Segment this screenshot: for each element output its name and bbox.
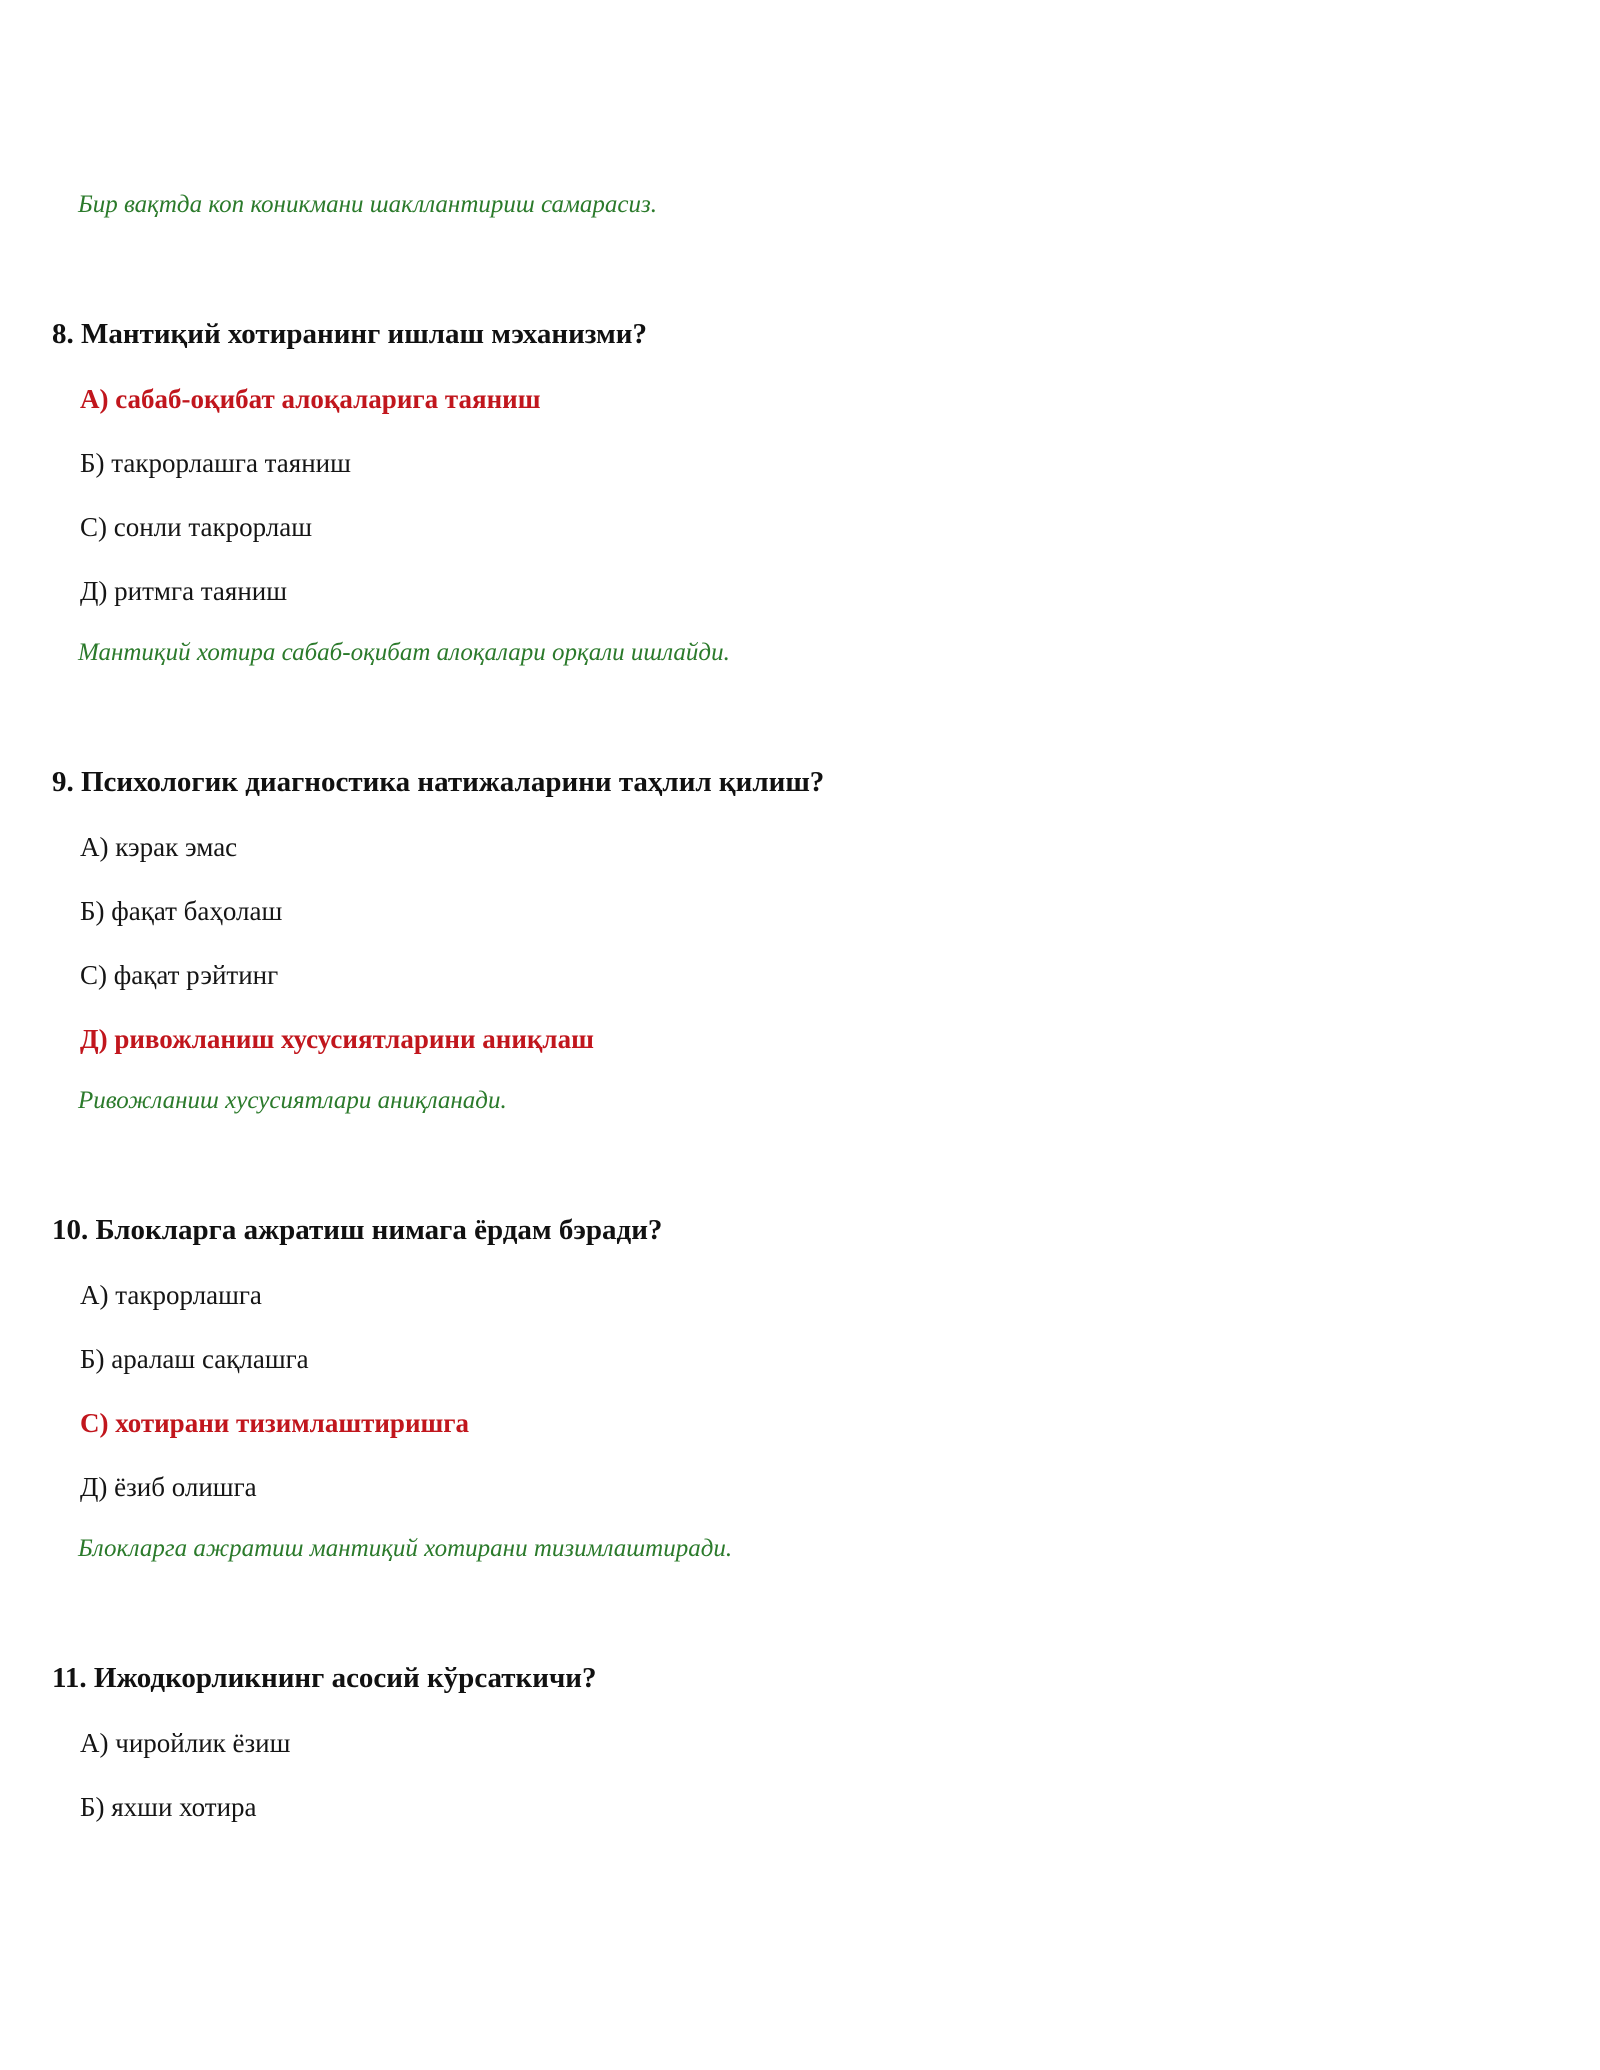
answer-option-correct: С) хотирани тизимлаштиришга <box>80 1408 470 1438</box>
answer-option: Д) ёзиб олишга <box>80 1472 257 1502</box>
answer-option: Б) фақат баҳолаш <box>80 896 283 926</box>
answer-option: С) сонли такрорлаш <box>80 512 312 542</box>
answer-option: Б) такрорлашга таяниш <box>80 448 351 478</box>
answer-option: Д) ритмга таяниш <box>80 576 288 606</box>
question-title-8: 8. Мантиқий хотиранинг ишлаш мэханизми? <box>52 318 647 350</box>
question-title-9: 9. Психологик диагностика натижаларини таҳлил қилиш? <box>52 766 825 798</box>
answer-option: С) фақат рэйтинг <box>80 960 279 990</box>
answer-option: А) чиройлик ёзиш <box>80 1728 291 1758</box>
explanation-text: Мантиқий хотира сабаб-оқибат алоқалари орқали ишлайди. <box>78 639 730 666</box>
answer-option-correct: А) сабаб-оқибат алоқаларига таяниш <box>80 384 541 414</box>
explanation-text: Бир вақтда коп коникмани шакллантириш самарасиз. <box>78 191 658 218</box>
answer-option: Б) аралаш сақлашга <box>80 1344 309 1374</box>
question-title-11: 11. Ижодкорликнинг асосий кўрсаткичи? <box>52 1662 597 1694</box>
answer-option: А) такрорлашга <box>80 1280 262 1310</box>
explanation-text: Блокларга ажратиш мантиқий хотирани тизимлаштиради. <box>78 1535 733 1562</box>
answer-option-correct: Д) ривожланиш хусусиятларини аниқлаш <box>80 1024 594 1054</box>
explanation-text: Ривожланиш хусусиятлари аниқланади. <box>78 1087 507 1114</box>
question-title-10: 10. Блокларга ажратиш нимага ёрдам бэради? <box>52 1214 663 1246</box>
answer-option: А) кэрак эмас <box>80 832 238 862</box>
answer-option: Б) яхши хотира <box>80 1792 257 1822</box>
